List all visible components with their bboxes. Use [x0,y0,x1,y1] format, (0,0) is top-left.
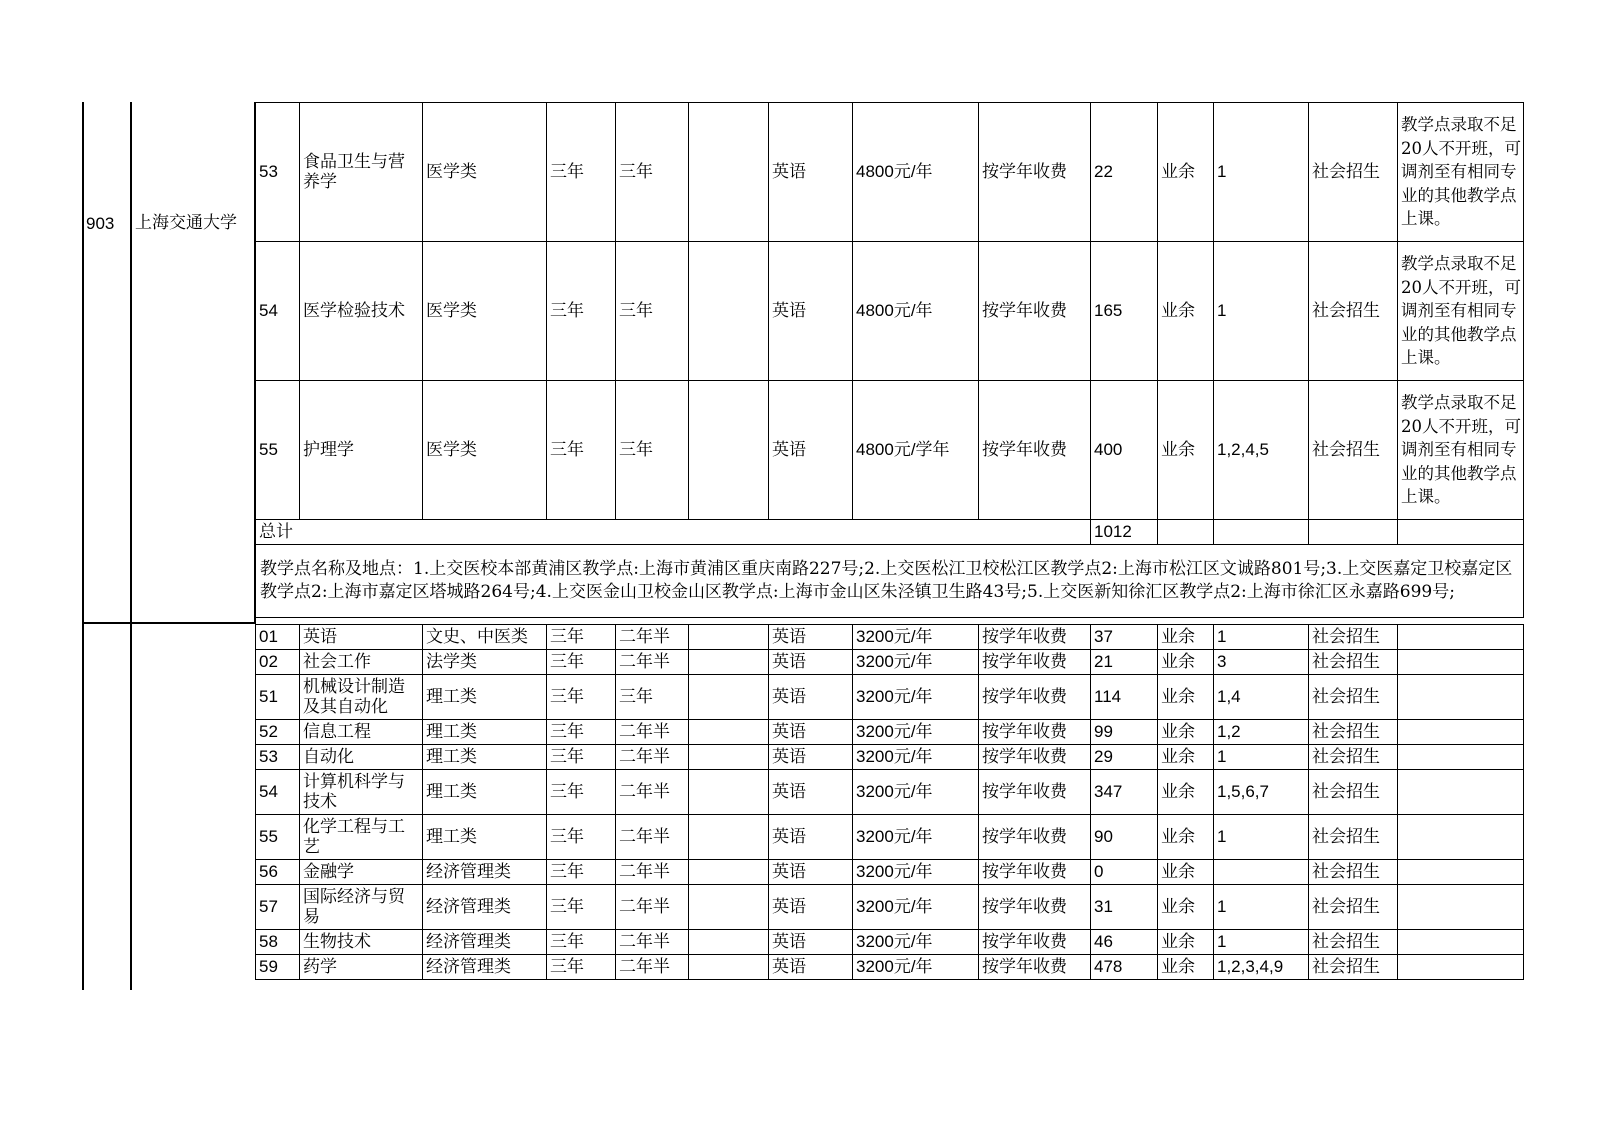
empty-cell [1398,520,1524,545]
category: 经济管理类 [423,955,547,980]
remark [1398,650,1524,675]
exam-language: 英语 [769,650,853,675]
enrollment-scope: 社会招生 [1309,650,1398,675]
left-divider-line [130,102,132,990]
teaching-points: 1,4 [1214,675,1309,720]
enrollment-scope: 社会招生 [1309,103,1398,242]
study-length: 三年 [547,885,616,930]
teaching-points: 1 [1214,103,1309,242]
enrollment-count: 99 [1091,720,1158,745]
empty-cell [689,103,769,242]
enrollment-count: 347 [1091,770,1158,815]
category: 医学类 [423,103,547,242]
empty-cell [689,930,769,955]
fee-type: 按学年收费 [979,675,1091,720]
study-length-2: 二年半 [616,885,689,930]
major-name: 信息工程 [300,720,423,745]
enrollment-scope: 社会招生 [1309,815,1398,860]
study-length: 三年 [547,103,616,242]
table-row [256,242,1524,381]
study-length-2: 二年半 [616,815,689,860]
tuition-fee: 3200元/年 [853,815,979,860]
empty-cell [1158,520,1214,545]
major-name: 医学检验技术 [300,242,423,381]
tuition-fee: 4800元/学年 [853,381,979,520]
major-name: 计算机科学与技术 [300,770,423,815]
row-number: 01 [256,625,300,650]
exam-language: 英语 [769,675,853,720]
study-length-2: 二年半 [616,860,689,885]
remark [1398,860,1524,885]
empty-cell [689,860,769,885]
study-length: 三年 [547,860,616,885]
fee-type: 按学年收费 [979,381,1091,520]
study-length: 三年 [547,930,616,955]
exam-language: 英语 [769,955,853,980]
enrollment-count: 29 [1091,745,1158,770]
row-number: 56 [256,860,300,885]
study-length-2: 二年半 [616,720,689,745]
enrollment-scope: 社会招生 [1309,745,1398,770]
category: 经济管理类 [423,885,547,930]
category: 经济管理类 [423,930,547,955]
tuition-fee: 3200元/年 [853,955,979,980]
enrollment-count: 22 [1091,103,1158,242]
study-form: 业余 [1158,860,1214,885]
enrollment-count: 90 [1091,815,1158,860]
fee-type: 按学年收费 [979,815,1091,860]
total-value: 1012 [1091,520,1158,545]
remark [1398,770,1524,815]
remark [1398,745,1524,770]
remark: 教学点录取不足20人不开班，可调剂至有相同专业的其他教学点上课。 [1398,103,1524,242]
teaching-points: 1,2 [1214,720,1309,745]
study-length: 三年 [547,242,616,381]
category: 理工类 [423,675,547,720]
tuition-fee: 3200元/年 [853,745,979,770]
category: 法学类 [423,650,547,675]
study-form: 业余 [1158,885,1214,930]
major-name: 生物技术 [300,930,423,955]
total-row [256,520,1524,545]
empty-cell [689,625,769,650]
fee-type: 按学年收费 [979,955,1091,980]
enrollment-scope: 社会招生 [1309,381,1398,520]
empty-cell [689,815,769,860]
study-length-2: 三年 [616,381,689,520]
fee-type: 按学年收费 [979,930,1091,955]
empty-cell [689,242,769,381]
empty-cell [689,381,769,520]
exam-language: 英语 [769,815,853,860]
category: 医学类 [423,242,547,381]
row-number: 53 [256,103,300,242]
fee-type: 按学年收费 [979,720,1091,745]
enrollment-scope: 社会招生 [1309,625,1398,650]
fee-type: 按学年收费 [979,860,1091,885]
major-name: 金融学 [300,860,423,885]
fee-type: 按学年收费 [979,242,1091,381]
remark [1398,815,1524,860]
enrollment-scope: 社会招生 [1309,955,1398,980]
enrollment-count: 400 [1091,381,1158,520]
study-form: 业余 [1158,815,1214,860]
table-row [256,815,1524,860]
major-name: 国际经济与贸易 [300,885,423,930]
row-number: 55 [256,381,300,520]
enrollment-count: 114 [1091,675,1158,720]
row-number: 51 [256,675,300,720]
enrollment-count: 478 [1091,955,1158,980]
total-label: 总计 [256,520,1091,545]
table-row [256,745,1524,770]
study-length: 三年 [547,745,616,770]
empty-cell [1309,520,1398,545]
study-length-2: 二年半 [616,625,689,650]
teaching-points: 1 [1214,885,1309,930]
fee-type: 按学年收费 [979,103,1091,242]
empty-cell [689,885,769,930]
tuition-fee: 4800元/年 [853,242,979,381]
table-row [256,650,1524,675]
empty-cell [689,675,769,720]
study-form: 业余 [1158,720,1214,745]
remark [1398,930,1524,955]
tuition-fee: 3200元/年 [853,885,979,930]
row-number: 52 [256,720,300,745]
study-form: 业余 [1158,955,1214,980]
exam-language: 英语 [769,625,853,650]
category: 经济管理类 [423,860,547,885]
remark: 教学点录取不足20人不开班，可调剂至有相同专业的其他教学点上课。 [1398,242,1524,381]
study-length: 三年 [547,625,616,650]
study-length-2: 二年半 [616,745,689,770]
table-row [256,625,1524,650]
locations-row [256,545,1524,618]
teaching-points: 1 [1214,930,1309,955]
enrollment-scope: 社会招生 [1309,930,1398,955]
table-row [256,955,1524,980]
study-form: 业余 [1158,745,1214,770]
remark [1398,625,1524,650]
bottom-table [255,624,1524,980]
major-name: 食品卫生与营养学 [300,103,423,242]
row-number: 57 [256,885,300,930]
study-length: 三年 [547,381,616,520]
tuition-fee: 3200元/年 [853,625,979,650]
enrollment-count: 46 [1091,930,1158,955]
table-row [256,381,1524,520]
table-row [256,675,1524,720]
study-form: 业余 [1158,381,1214,520]
table-row [256,770,1524,815]
empty-cell [689,745,769,770]
study-length-2: 三年 [616,242,689,381]
major-name: 护理学 [300,381,423,520]
major-name: 英语 [300,625,423,650]
enrollment-count: 37 [1091,625,1158,650]
study-length: 三年 [547,770,616,815]
study-form: 业余 [1158,770,1214,815]
empty-cell [1214,520,1309,545]
row-number: 58 [256,930,300,955]
fee-type: 按学年收费 [979,770,1091,815]
tuition-fee: 3200元/年 [853,675,979,720]
category: 医学类 [423,381,547,520]
row-number: 54 [256,242,300,381]
exam-language: 英语 [769,885,853,930]
tuition-fee: 3200元/年 [853,860,979,885]
study-form: 业余 [1158,625,1214,650]
study-form: 业余 [1158,930,1214,955]
exam-language: 英语 [769,103,853,242]
major-name: 化学工程与工艺 [300,815,423,860]
table-row [256,885,1524,930]
teaching-points: 3 [1214,650,1309,675]
enrollment-scope: 社会招生 [1309,885,1398,930]
empty-cell [689,955,769,980]
row-number: 59 [256,955,300,980]
enrollment-scope: 社会招生 [1309,860,1398,885]
exam-language: 英语 [769,860,853,885]
row-number: 53 [256,745,300,770]
exam-language: 英语 [769,381,853,520]
study-form: 业余 [1158,650,1214,675]
exam-language: 英语 [769,745,853,770]
teaching-points: 1,5,6,7 [1214,770,1309,815]
row-number: 02 [256,650,300,675]
exam-language: 英语 [769,770,853,815]
tuition-fee: 3200元/年 [853,770,979,815]
study-form: 业余 [1158,242,1214,381]
major-name: 药学 [300,955,423,980]
row-number: 54 [256,770,300,815]
table-row [256,103,1524,242]
enrollment-scope: 社会招生 [1309,720,1398,745]
major-name: 自动化 [300,745,423,770]
exam-language: 英语 [769,242,853,381]
remark [1398,675,1524,720]
teaching-points: 1 [1214,242,1309,381]
enrollment-scope: 社会招生 [1309,675,1398,720]
fee-type: 按学年收费 [979,650,1091,675]
category: 文史、中医类 [423,625,547,650]
enrollment-scope: 社会招生 [1309,770,1398,815]
study-length-2: 二年半 [616,930,689,955]
teaching-locations-text: 教学点名称及地点：1.上交医校本部黄浦区教学点:上海市黄浦区重庆南路227号;2.上交医松江卫校松江区教学点2:上海市松江区文诚路801号;3.上交医嘉定卫校嘉定区教学点2:上海市嘉定区塔城路264号;4.上交医金山卫校金山区教学点:上海市金山区朱泾镇卫生路43号;5.上交医新知徐汇区教学点2:上海市徐汇区永嘉路699号; [256,545,1524,618]
remark [1398,955,1524,980]
study-length-2: 三年 [616,675,689,720]
teaching-points [1214,860,1309,885]
study-length: 三年 [547,650,616,675]
teaching-points: 1,2,4,5 [1214,381,1309,520]
study-length: 三年 [547,720,616,745]
teaching-points: 1 [1214,815,1309,860]
major-name: 社会工作 [300,650,423,675]
remark: 教学点录取不足20人不开班，可调剂至有相同专业的其他教学点上课。 [1398,381,1524,520]
category: 理工类 [423,770,547,815]
fee-type: 按学年收费 [979,885,1091,930]
major-name: 机械设计制造及其自动化 [300,675,423,720]
category: 理工类 [423,745,547,770]
tuition-fee: 3200元/年 [853,930,979,955]
study-length-2: 二年半 [616,650,689,675]
study-length-2: 二年半 [616,955,689,980]
tuition-fee: 3200元/年 [853,720,979,745]
study-length-2: 二年半 [616,770,689,815]
study-length: 三年 [547,955,616,980]
table-row [256,860,1524,885]
remark [1398,720,1524,745]
institution-code: 903 [86,214,115,233]
tuition-fee: 4800元/年 [853,103,979,242]
row-number: 55 [256,815,300,860]
study-form: 业余 [1158,103,1214,242]
enrollment-scope: 社会招生 [1309,242,1398,381]
table-row [256,930,1524,955]
empty-cell [689,770,769,815]
teaching-points: 1 [1214,625,1309,650]
enrollment-count: 0 [1091,860,1158,885]
fee-type: 按学年收费 [979,625,1091,650]
exam-language: 英语 [769,720,853,745]
study-form: 业余 [1158,675,1214,720]
category: 理工类 [423,815,547,860]
tuition-fee: 3200元/年 [853,650,979,675]
category: 理工类 [423,720,547,745]
enrollment-count: 21 [1091,650,1158,675]
teaching-points: 1,2,3,4,9 [1214,955,1309,980]
left-block-separator [82,622,256,624]
left-border-line [82,102,84,990]
study-length: 三年 [547,815,616,860]
teaching-points: 1 [1214,745,1309,770]
enrollment-count: 31 [1091,885,1158,930]
empty-cell [689,650,769,675]
fee-type: 按学年收费 [979,745,1091,770]
table-row [256,720,1524,745]
institution-name: 上海交通大学 [135,213,237,233]
top-table [255,102,1524,618]
study-length: 三年 [547,675,616,720]
enrollment-count: 165 [1091,242,1158,381]
study-length-2: 三年 [616,103,689,242]
remark [1398,885,1524,930]
empty-cell [689,720,769,745]
exam-language: 英语 [769,930,853,955]
